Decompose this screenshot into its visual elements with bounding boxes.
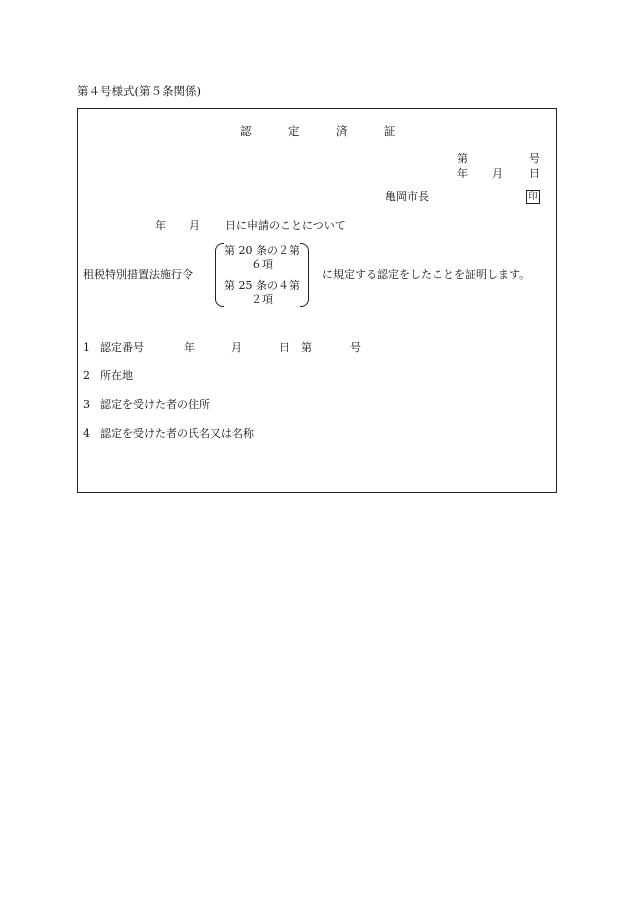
item2-number: 2 (83, 369, 90, 382)
item1-label: 認定番号 (100, 341, 144, 354)
application-year: 年 (155, 219, 166, 232)
item1-go: 号 (350, 341, 361, 354)
date-day: 日 (529, 167, 540, 180)
item4-label: 認定を受けた者の氏名又は名称 (100, 427, 254, 440)
item1-day-dai: 日 第 (279, 341, 312, 354)
application-text: 日に申請のことについて (225, 219, 346, 232)
item1-month: 月 (231, 341, 242, 354)
title-char-4: 証 (384, 124, 396, 138)
law-suffix: に規定する認定をしたことを証明します。 (322, 268, 531, 281)
number-go: 号 (529, 152, 540, 165)
date-month: 月 (492, 167, 503, 180)
law-option1-line1: 第 20 条の２第 (224, 244, 300, 257)
title-char-1: 認 (240, 124, 252, 138)
item4-number: 4 (83, 427, 90, 440)
law-option2-line2: ２項 (251, 293, 273, 306)
title-char-3: 済 (336, 124, 348, 138)
law-option1-line2: ６項 (251, 258, 273, 271)
item3-number: 3 (83, 398, 90, 411)
law-option2-line1: 第 25 条の４第 (224, 279, 300, 292)
form-caption: 第４号様式(第５条関係) (77, 84, 201, 98)
item1-number: 1 (83, 341, 90, 354)
number-dai: 第 (457, 152, 468, 165)
item1-year: 年 (184, 341, 195, 354)
title-char-2: 定 (288, 124, 300, 138)
application-month: 月 (189, 219, 200, 232)
seal-mark: 印 (526, 190, 540, 204)
item3-label: 認定を受けた者の住所 (100, 398, 210, 411)
date-year: 年 (457, 167, 468, 180)
item2-label: 所在地 (100, 369, 133, 382)
issuer-name: 亀岡市長 (385, 190, 429, 203)
law-name: 租税特別措置法施行令 (83, 268, 193, 281)
